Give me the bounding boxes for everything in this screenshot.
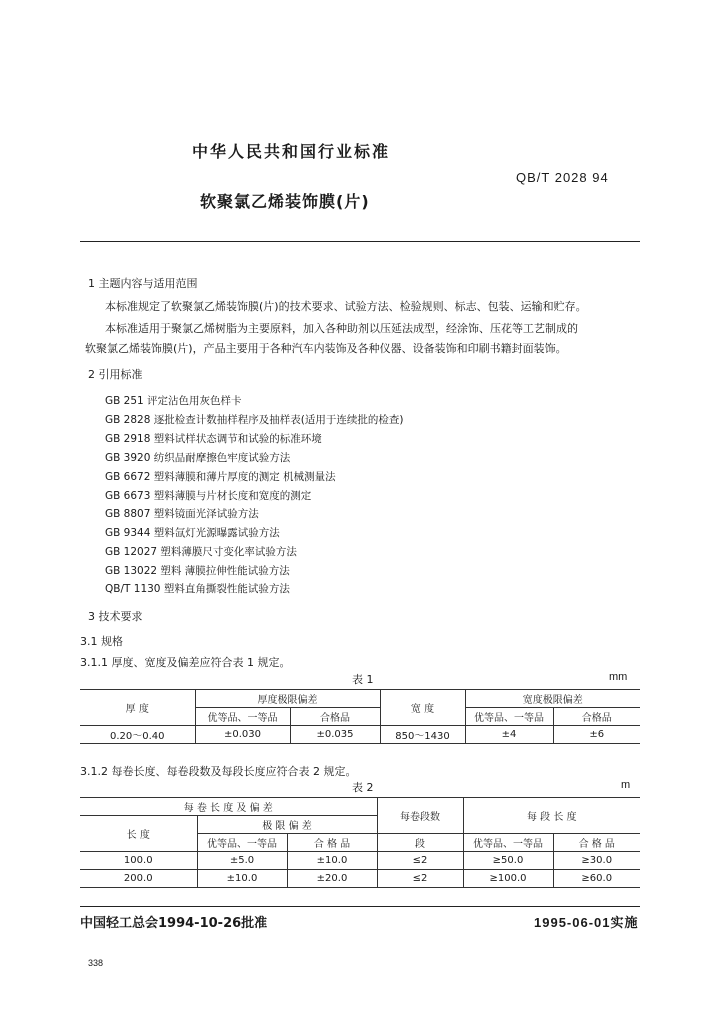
table-2-header-segment-length: 每 段 长 度 [463, 798, 640, 834]
table-1 [80, 689, 640, 744]
table-2-cell: ≥50.0 [463, 852, 553, 870]
table-2-header-grade-premium: 优等品、一等品 [463, 834, 553, 852]
page-number: 338 [88, 958, 104, 968]
table-2-cell: ≥100.0 [463, 870, 553, 888]
table-1-cell: 850～1430 [380, 726, 465, 744]
ref-item: GB 9344 塑料氙灯光源曝露试验方法 [105, 527, 280, 539]
section-1-para-1: 本标准规定了软聚氯乙烯装饰膜(片)的技术要求、试验方法、检验规则、标志、包装、运输和贮存。 [105, 300, 587, 313]
table-1-cell: 0.20～0.40 [80, 726, 195, 744]
table-1-header-width-deviation: 宽度极限偏差 [465, 690, 640, 708]
table-2-cell: ±20.0 [287, 870, 377, 888]
table-2-caption: 表 2 [352, 781, 374, 794]
table-2-cell: ±5.0 [197, 852, 287, 870]
standard-title: 中华人民共和国行业标准 [192, 142, 391, 161]
table-1-header-thickness-deviation: 厚度极限偏差 [195, 690, 380, 708]
table-2-cell: ≤2 [377, 852, 463, 870]
section-3-heading: 3 技术要求 [88, 610, 143, 623]
table-1-cell: ±0.035 [290, 726, 380, 744]
header-divider [80, 241, 640, 242]
ref-item: GB 8807 塑料镜面光泽试验方法 [105, 508, 259, 520]
table-2-cell: ≥30.0 [553, 852, 640, 870]
subsection-3-1-2: 3.1.2 每卷长度、每卷段数及每段长度应符合表 2 规定。 [80, 765, 357, 778]
section-1-para-2a: 本标准适用于聚氯乙烯树脂为主要原料，加入各种助剂以压延法成型，经涂饰、压花等工艺制成的 [105, 322, 578, 335]
table-1-header-grade-premium: 优等品、一等品 [195, 708, 290, 726]
ref-item: GB 251 评定沾色用灰色样卡 [105, 395, 242, 407]
table-2-header-segments: 每卷段数 [377, 798, 463, 834]
table-2-header-segments-unit: 段 [377, 834, 463, 852]
table-1-header-grade-premium: 优等品、一等品 [465, 708, 553, 726]
effective-date: 1995-06-01实施 [534, 915, 639, 930]
table-2-header-roll-length-deviation: 每 卷 长 度 及 偏 差 [80, 798, 377, 816]
ref-item: GB 3920 纺织品耐摩擦色牢度试验方法 [105, 452, 291, 464]
ref-item: GB 13022 塑料 薄膜拉伸性能试验方法 [105, 565, 290, 577]
table-2-header-grade-premium: 优等品、一等品 [197, 834, 287, 852]
document-title: 软聚氯乙烯装饰膜(片) [200, 192, 370, 211]
section-2-heading: 2 引用标准 [88, 368, 143, 381]
table-2-cell: 200.0 [80, 870, 197, 888]
table-1-header-grade-qualified: 合格品 [553, 708, 640, 726]
table-2-unit: m [621, 779, 631, 791]
ref-item: GB 2828 逐批检查计数抽样程序及抽样表(适用于连续批的检查) [105, 414, 404, 426]
ref-item: GB 12027 塑料薄膜尺寸变化率试验方法 [105, 546, 297, 558]
table-1-header-width: 宽 度 [380, 690, 465, 726]
table-1-header-thickness: 厚 度 [80, 690, 195, 726]
table-1-header-grade-qualified: 合格品 [290, 708, 380, 726]
subsection-3-1-1: 3.1.1 厚度、宽度及偏差应符合表 1 规定。 [80, 656, 291, 669]
table-2-cell: ≤2 [377, 870, 463, 888]
table-2-header-grade-qualified: 合 格 品 [287, 834, 377, 852]
table-2-cell: ≥60.0 [553, 870, 640, 888]
table-1-cell: ±6 [553, 726, 640, 744]
table-1-cell: ±4 [465, 726, 553, 744]
table-2-cell: 100.0 [80, 852, 197, 870]
subsection-3-1: 3.1 规格 [80, 635, 123, 648]
table-2-cell: ±10.0 [287, 852, 377, 870]
table-2-header-grade-qualified: 合 格 品 [553, 834, 640, 852]
ref-item: GB 6672 塑料薄膜和薄片厚度的测定 机械测量法 [105, 471, 336, 483]
ref-item: QB/T 1130 塑料直角撕裂性能试验方法 [105, 583, 290, 595]
table-2 [80, 797, 640, 888]
table-2-cell: ±10.0 [197, 870, 287, 888]
ref-item: GB 2918 塑料试样状态调节和试验的标准环境 [105, 433, 322, 445]
ref-item: GB 6673 塑料薄膜与片材长度和宽度的测定 [105, 490, 312, 502]
footer-divider [80, 906, 640, 907]
approval-note: 中国轻工总会1994-10-26批准 [80, 916, 268, 931]
table-1-cell: ±0.030 [195, 726, 290, 744]
table-1-caption: 表 1 [352, 673, 374, 686]
section-1-heading: 1 主题内容与适用范围 [88, 277, 198, 290]
table-2-header-limit-deviation: 极 限 偏 差 [197, 816, 377, 834]
table-2-header-length: 长 度 [80, 816, 197, 852]
standard-code: QB/T 2028 94 [516, 170, 609, 185]
section-1-para-2b: 软聚氯乙烯装饰膜(片)，产品主要用于各种汽车内装饰及各种仪器、设备装饰和印刷书籍封面装饰。 [85, 342, 567, 355]
table-1-unit: mm [609, 671, 628, 683]
